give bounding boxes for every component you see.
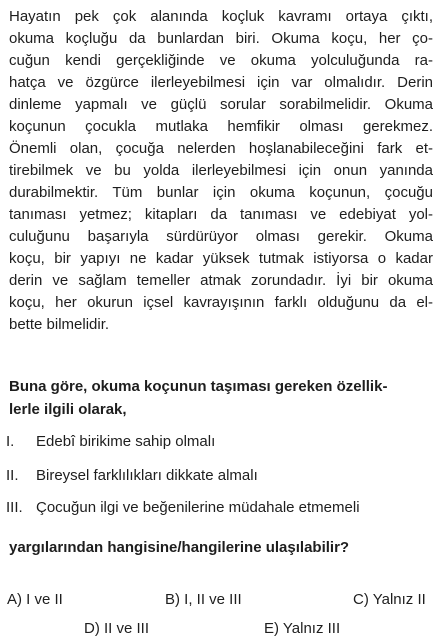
passage-line: hatça ve özgürce ilerleyebilmesi için var olmalıdır. Derin	[9, 74, 433, 91]
statement-item	[6, 498, 360, 518]
statement-number: I.	[6, 433, 15, 450]
option-e[interactable]: E) Yalnız III	[264, 620, 341, 637]
passage-line: cuğun kendi gerçekliğinde ve okuma yolculuğunda ra-	[9, 52, 433, 69]
question-stem	[9, 375, 433, 421]
passage-line: durabilmektir. Tüm bunlar için okuma koçunun, çocuğu	[9, 184, 433, 201]
statement-item	[6, 432, 215, 452]
passage-line: okuma koçluğu da bunlardan biri. Okuma koçu, her ço-	[9, 30, 433, 47]
passage-line: koçunun çocukla mutlaka hemfikir olması gerekmez.	[9, 118, 433, 135]
option-a[interactable]: A) I ve II	[7, 591, 63, 608]
option-c[interactable]: C) Yalnız II	[353, 591, 426, 608]
statement-item	[6, 466, 258, 486]
option-b[interactable]: B) I, II ve III	[165, 591, 242, 608]
passage-line: culuğunu başarıyla sürdürüyor olması gerekir. Okuma	[9, 228, 433, 245]
passage-paragraph	[9, 6, 433, 336]
passage-line: tanıması yetmez; kitapları da tanıması ve edebiyat yol-	[9, 206, 433, 223]
passage-line: bette bilmelidir.	[9, 316, 110, 333]
statement-text: Bireysel farklılıkları dikkate almalı	[36, 467, 258, 484]
passage-line: koçu, bir yapıyı ne kadar yüksek tutmak istiyorsa o kadar	[9, 250, 433, 267]
question-prompt: yargılarından hangisine/hangilerine ulaşılabilir?	[9, 539, 350, 556]
passage-line: derin ve sağlam temeller atmak zorundadır. İyi bir okuma	[9, 272, 433, 289]
passage-line: tirebilmek ve bu yolda ilerleyebilmesi için onun yanında	[9, 162, 433, 179]
passage-line: Önemli olan, çocuğa nelerden hoşlanabileceğini fark et-	[9, 140, 433, 157]
passage-line: Hayatın pek çok alanında koçluk kavramı ortaya çıktı,	[9, 8, 433, 25]
question-line: Buna göre, okuma koçunun taşıması gereken özellik-	[9, 378, 388, 395]
question-line: lerle ilgili olarak,	[9, 401, 127, 418]
statement-number: II.	[6, 467, 19, 484]
passage-line: dinleme yapmalı ve güçlü sorular sorabilmelidir. Okuma	[9, 96, 433, 113]
statement-text: Çocuğun ilgi ve beğenilerine müdahale etmemeli	[36, 499, 360, 516]
statement-number: III.	[6, 499, 23, 516]
option-d[interactable]: D) II ve III	[84, 620, 150, 637]
passage-line: koçu, her okurun içsel kavrayışının farklı olduğunu da el-	[9, 294, 433, 311]
statement-text: Edebî birikime sahip olmalı	[36, 433, 216, 450]
